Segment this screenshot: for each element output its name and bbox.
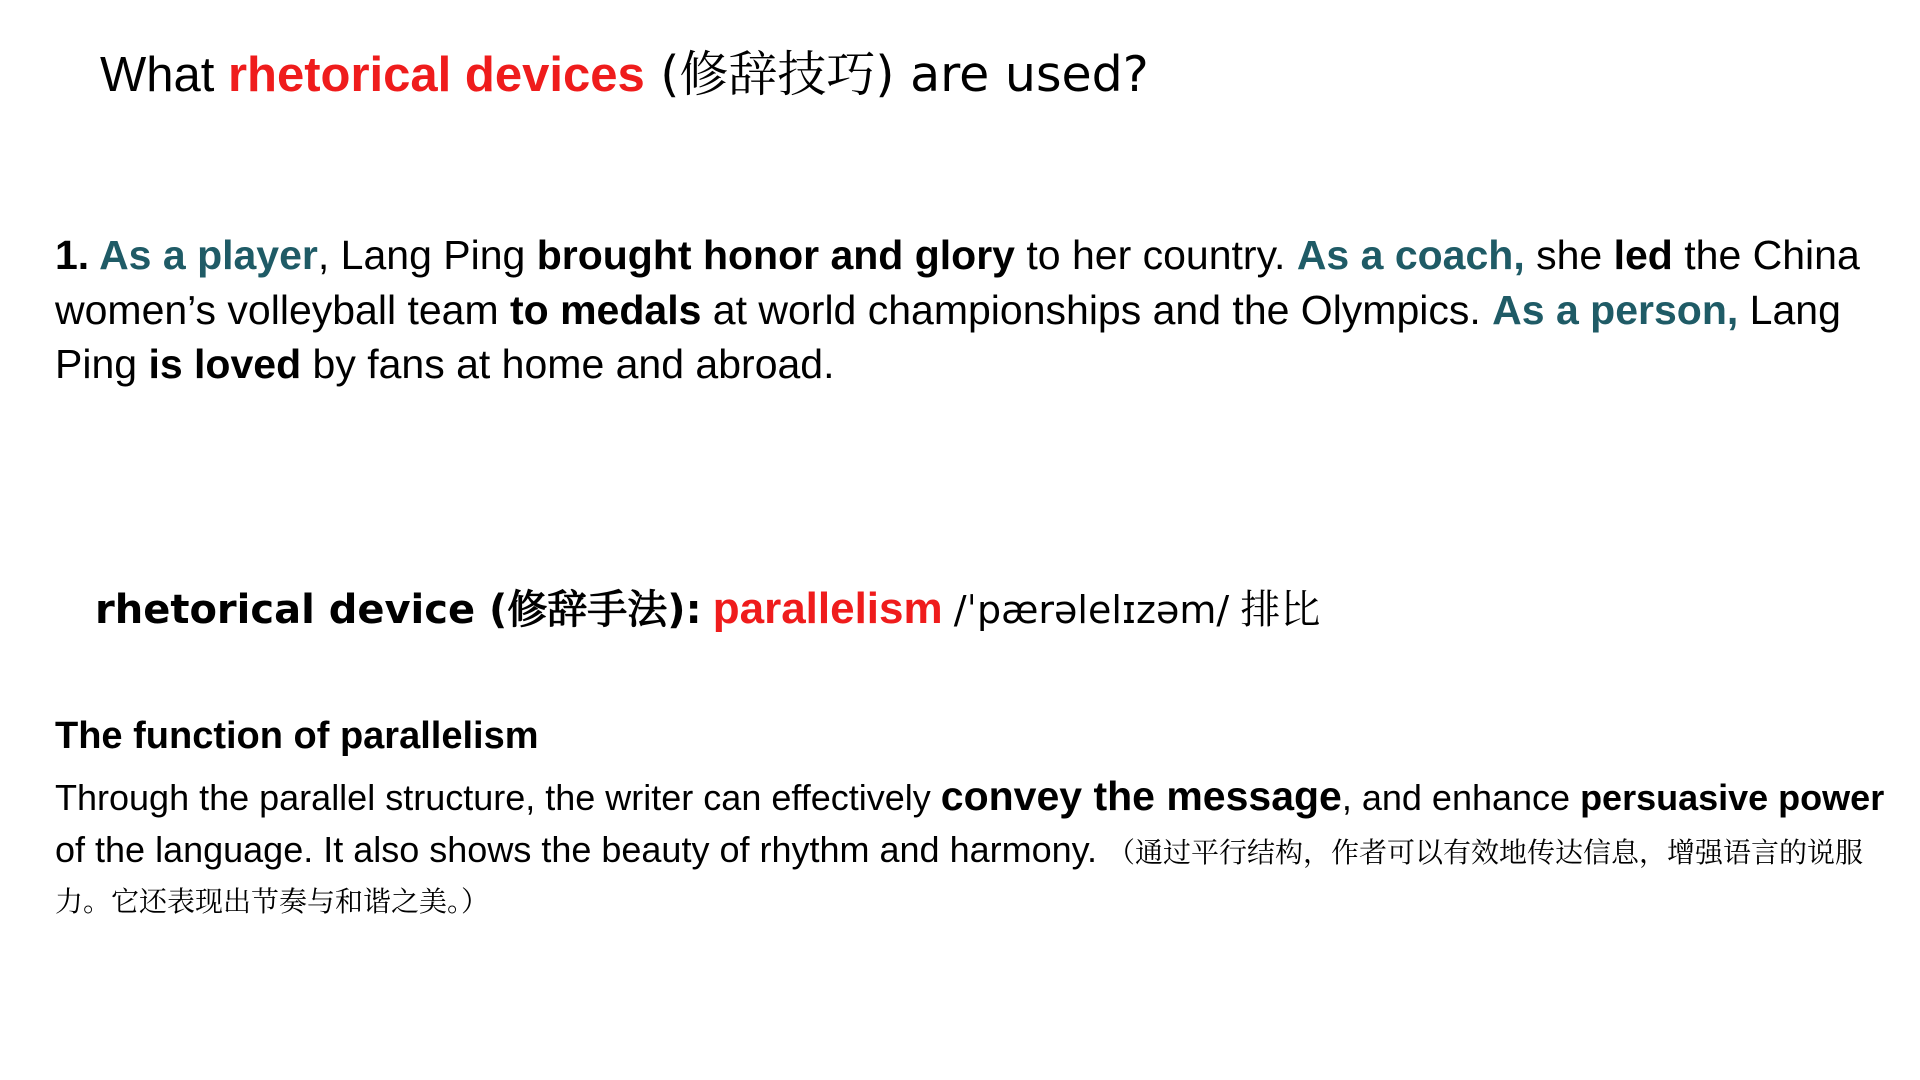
example-bold-brought-honor: brought honor and glory (536, 232, 1015, 278)
example-text-4: the China women’s volleyball team (55, 232, 1860, 333)
example-phrase-as-a-person: As a person, (1492, 286, 1739, 333)
device-chinese: 排比 (1240, 587, 1321, 633)
function-heading: The function of parallelism (55, 715, 539, 757)
page-title (100, 46, 1149, 105)
example-bold-is-loved: is loved (148, 341, 302, 388)
title-highlight: rhetorical devices (227, 48, 645, 102)
example-number: 1. (55, 232, 90, 278)
rhetorical-device-line (95, 580, 1320, 637)
example-bold-to-medals: to medals (510, 286, 702, 333)
example-bold-led: led (1613, 232, 1673, 278)
function-text-1: Through the parallel structure, the writer can effectively (55, 777, 941, 818)
function-body (55, 768, 1885, 924)
device-label: rhetorical device (修辞手法): (95, 587, 702, 633)
title-part-2: (修辞技巧) are used? (644, 46, 1149, 103)
device-term: parallelism (712, 584, 943, 633)
example-text-2: to her country. (1015, 232, 1297, 278)
title-part-1: What (100, 48, 228, 102)
example-text-7: by fans at home and abroad. (301, 341, 835, 388)
function-text-2: , and enhance (1341, 777, 1581, 818)
example-text-3: she (1524, 232, 1614, 278)
function-chinese-note: （通过平行结构，作者可以有效地传达信息，增强语言的说服力。它还表现出节奏与和谐之美。） (55, 835, 1863, 919)
example-text-6: Lang Ping (55, 286, 1841, 388)
device-pronunciation: /ˈpærəlelɪzəm/ (953, 588, 1230, 632)
function-bold-persuasive-power: persuasive power (1580, 777, 1885, 818)
function-bold-convey-message: convey the message (940, 773, 1342, 819)
example-paragraph (55, 228, 1865, 392)
function-text-3: of the language. It also shows the beauty of rhythm and harmony. (55, 828, 1097, 870)
example-phrase-as-a-coach: As a coach, (1296, 232, 1525, 278)
example-text-1: , Lang Ping (317, 232, 537, 278)
example-phrase-as-a-player: As a player (89, 232, 318, 278)
example-text-5: at world championships and the Olympics. (701, 286, 1493, 333)
